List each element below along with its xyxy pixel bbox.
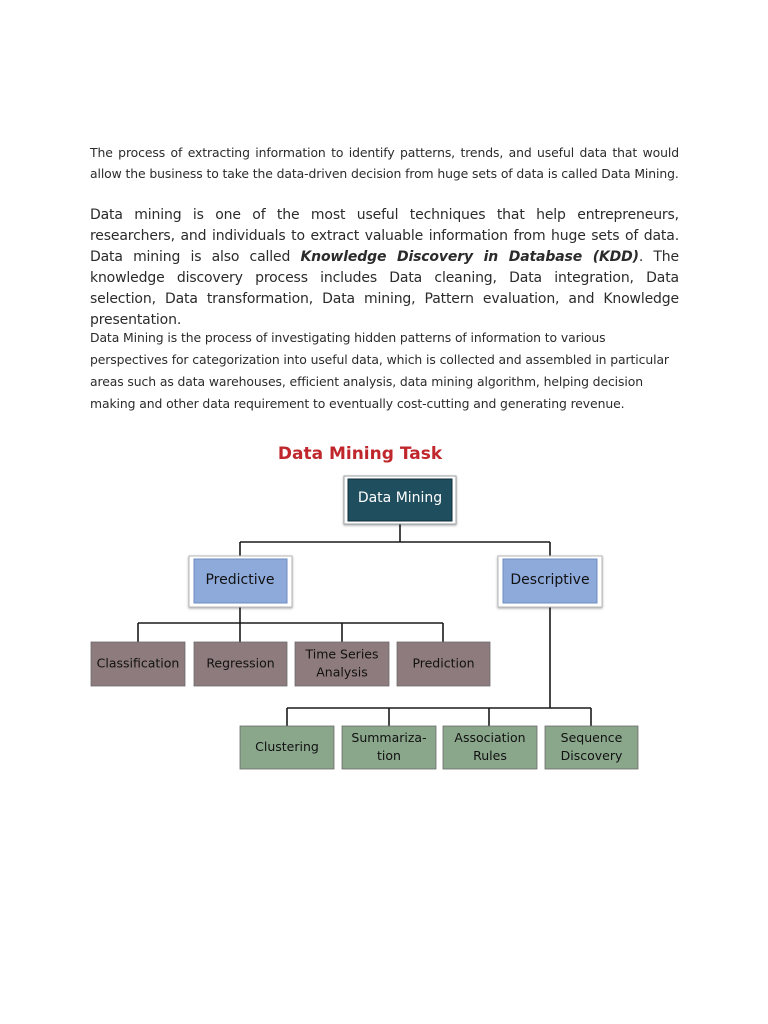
descriptive-task-label: Summariza- (351, 730, 427, 745)
descriptive-task-sequence-discovery-box (545, 726, 638, 769)
intro-paragraph: The process of extracting information to identify patterns, trends, and useful data that would allow the business to take the data-driven decision from huge sets of data is called Data Mining. (90, 145, 679, 181)
kdd-term: Knowledge Discovery in Database (KDD) (300, 249, 639, 265)
descriptive-task-association-rules-box (443, 726, 537, 769)
descriptive-task-list (240, 726, 638, 769)
descriptive-box (498, 556, 602, 607)
data-mining-box (344, 476, 456, 524)
predictive-task-label: Classification (96, 655, 180, 671)
definition-paragraph: Data Mining is the process of investigating hidden patterns of information to various perspectives for categorization into useful data, which is collected and assembled in particular areas such as data warehouses, efficient analysis, data mining algorithm, helping decision making and other data requirement to eventually cost-cutting and generating revenue. (90, 330, 669, 411)
descriptive-task-label: Clustering (255, 739, 319, 754)
descriptive-task-label: tion (377, 748, 401, 763)
descriptive-task-label: Association (454, 730, 526, 745)
descriptive-task-label: Discovery (560, 748, 623, 763)
predictive-task-list (91, 642, 490, 686)
predictive-box (189, 556, 292, 607)
predictive-task-label: Analysis (316, 664, 368, 680)
descriptive-label: Descriptive (510, 572, 590, 588)
data-mining-label: Data Mining (357, 490, 443, 506)
descriptive-task-clustering-box (240, 726, 334, 769)
kdd-paragraph-text-end: . The knowledge discovery process includes Data cleaning, Data integration, Data selection, Data transformation, Data mining, Pattern evaluation, and Knowledge presentation. (90, 249, 679, 328)
predictive-task-label: Time Series (305, 646, 379, 662)
descriptive-task-label: Sequence (560, 730, 623, 745)
connector-lines (138, 524, 591, 726)
predictive-task-prediction-box (397, 642, 490, 686)
kdd-paragraph-text-start: Data mining is one of the most useful techniques that help entrepreneurs, researchers, and individuals to extract valuable information from huge sets of data. Data mining is also called (90, 207, 679, 265)
predictive-task-label: Regression (206, 655, 275, 671)
predictive-task-regression-box (194, 642, 287, 686)
descriptive-task-summarization-box (342, 726, 436, 769)
predictive-task-classification-box (91, 642, 185, 686)
kdd-paragraph (90, 205, 679, 331)
diagram-title: Data Mining Task (277, 444, 443, 464)
predictive-label: Predictive (205, 572, 275, 588)
descriptive-task-label: Rules (473, 748, 507, 763)
predictive-task-label: Prediction (412, 655, 475, 671)
predictive-task-time-series-analysis-box (295, 642, 389, 686)
